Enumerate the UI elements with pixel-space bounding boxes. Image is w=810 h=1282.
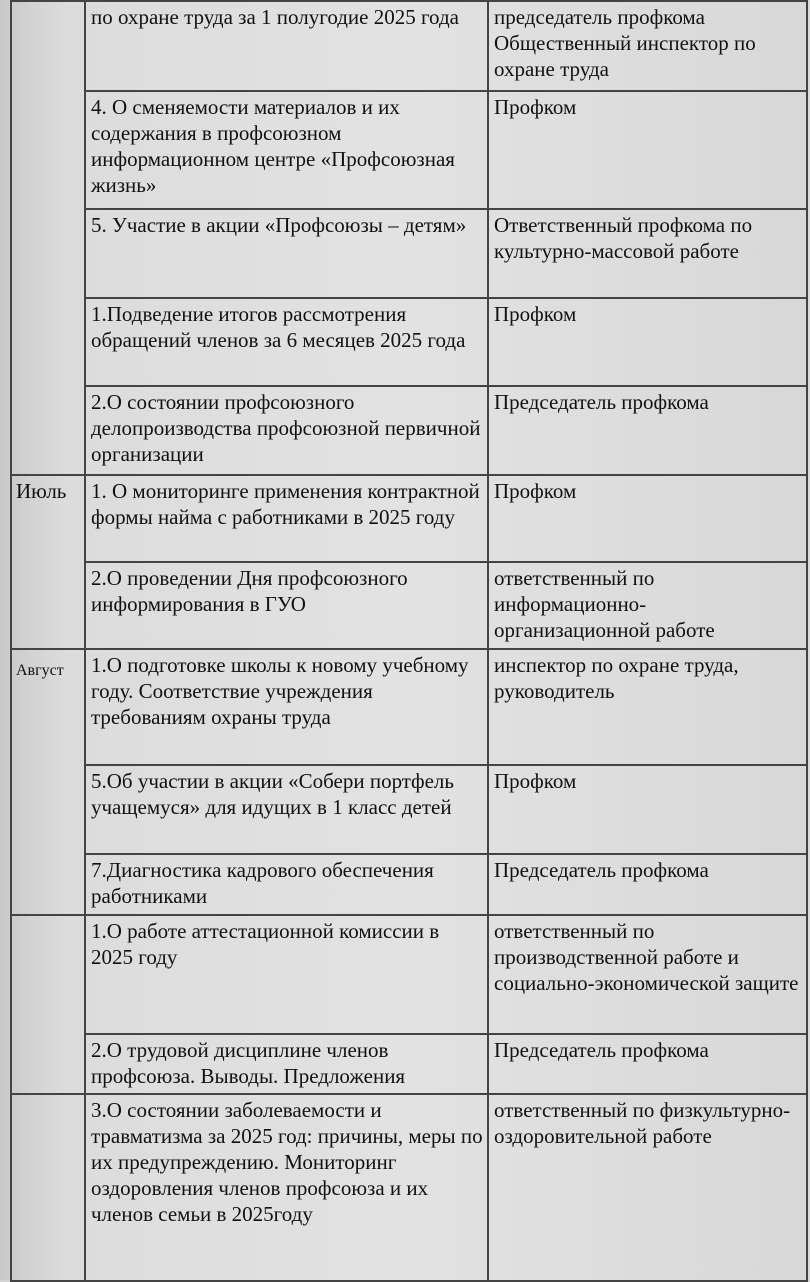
month-cell-empty [11, 1, 85, 475]
event-cell [85, 1094, 488, 1281]
table-row [11, 854, 807, 915]
responsible-cell [488, 765, 807, 854]
table-row [11, 1, 807, 91]
responsible-cell [488, 298, 807, 386]
responsible-cell [488, 475, 807, 562]
responsible-text: Ответственный профкома по культурно-массовой работе [494, 213, 753, 263]
event-cell [85, 91, 488, 209]
event-text: по охране труда за 1 полугодие 2025 года [91, 5, 459, 29]
table-row [11, 91, 807, 209]
responsible-text: Председатель профкома [494, 390, 709, 414]
table-row [11, 562, 807, 649]
responsible-text: инспектор по охране труда, руководитель [494, 653, 739, 703]
table-row [11, 386, 807, 475]
responsible-cell [488, 562, 807, 649]
responsible-text: ответственный по информационно-организационной работе [494, 566, 715, 642]
event-cell [85, 854, 488, 915]
event-text: 2.О трудовой дисциплине членов профсоюза. Выводы. Предложения [91, 1038, 406, 1088]
responsible-text: Профком [494, 302, 577, 326]
event-cell [85, 915, 488, 1034]
work-plan-table [10, 0, 808, 1282]
responsible-text: Председатель профкома [494, 1038, 709, 1062]
event-cell [85, 386, 488, 475]
responsible-cell [488, 1034, 807, 1094]
event-text: 2.О состоянии профсоюзного делопроизводства профсоюзной первичной организации [91, 390, 481, 466]
responsible-text: Профком [494, 479, 577, 503]
responsible-cell [488, 649, 807, 765]
event-text: 5.Об участии в акции «Собери портфель учащемуся» для идущих в 1 класс детей [91, 769, 454, 819]
responsible-text: ответственный по производственной работе и социально-экономической защите [494, 919, 799, 995]
responsible-text: Председатель профкома [494, 858, 709, 882]
responsible-cell [488, 209, 807, 298]
month-cell-empty [11, 1094, 85, 1281]
event-text: 1. О мониторинге применения контрактной формы найма с работниками в 2025 году [91, 479, 480, 529]
responsible-text: Профком [494, 769, 577, 793]
responsible-cell [488, 386, 807, 475]
event-cell [85, 562, 488, 649]
event-cell [85, 765, 488, 854]
responsible-cell [488, 91, 807, 209]
event-text: 5. Участие в акции «Профсоюзы – детям» [91, 213, 467, 237]
event-cell [85, 1034, 488, 1094]
event-cell [85, 209, 488, 298]
table-row [11, 298, 807, 386]
table-row [11, 475, 807, 562]
responsible-text: ответственный по физкультурно-оздоровительной работе [494, 1098, 791, 1148]
event-cell [85, 1, 488, 91]
table-row [11, 1034, 807, 1094]
event-text: 7.Диагностика кадрового обеспечения работниками [91, 858, 434, 908]
event-cell [85, 298, 488, 386]
table-row [11, 649, 807, 765]
responsible-text: Профком [494, 95, 577, 119]
event-cell [85, 649, 488, 765]
month-label: Август [16, 662, 64, 679]
table-row [11, 915, 807, 1034]
event-text: 2.О проведении Дня профсоюзного информирования в ГУО [91, 566, 408, 616]
event-text: 1.О работе аттестационной комиссии в 2025 году [91, 919, 440, 969]
responsible-text: председатель профкома Общественный инспектор по охране труда [494, 5, 756, 81]
event-text: 1.О подготовке школы к новому учебному году. Соответствие учреждения требованиям охраны труда [91, 653, 469, 729]
month-cell-july [11, 475, 85, 649]
table-row [11, 765, 807, 854]
month-cell-empty [11, 915, 85, 1094]
table-row [11, 209, 807, 298]
table-row [11, 1094, 807, 1281]
event-text: 1.Подведение итогов рассмотрения обращений членов за 6 месяцев 2025 года [91, 302, 466, 352]
responsible-cell [488, 854, 807, 915]
responsible-cell [488, 1094, 807, 1281]
event-text: 3.О состоянии заболеваемости и травматизма за 2025 год: причины, меры по их предупреждению. Мониторинг оздоровления членов профсоюза и их членов семьи в 2025году [91, 1098, 483, 1226]
month-label: Июль [16, 479, 67, 503]
event-text: 4. О сменяемости материалов и их содержания в профсоюзном информационном центре «Профсоюзная жизнь» [91, 95, 455, 197]
responsible-cell [488, 915, 807, 1034]
month-cell-august [11, 649, 85, 915]
responsible-cell [488, 1, 807, 91]
event-cell [85, 475, 488, 562]
